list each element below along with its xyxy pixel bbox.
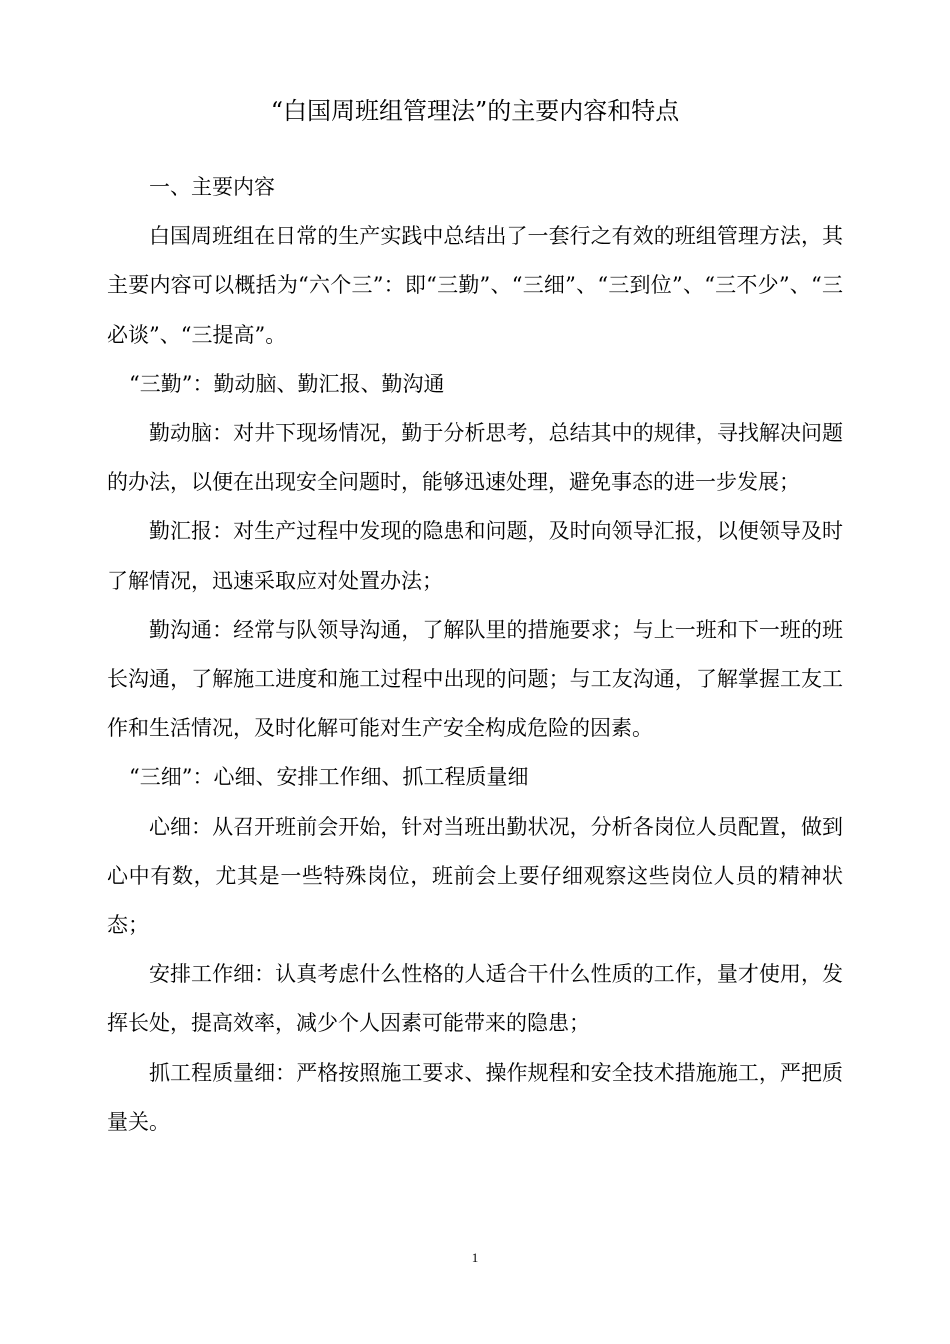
paragraph-diligent-reporting: 勤汇报：对生产过程中发现的隐患和问题，及时向领导汇报，以便领导及时了解情况，迅速采取应对处置办法； — [107, 519, 843, 593]
paragraph-careful-work-arrangement: 安排工作细：认真考虑什么性格的人适合干什么性质的工作，量才使用，发挥长处，提高效率，减少个人因素可能带来的隐患； — [107, 962, 843, 1036]
document-title: “白国周班组管理法”的主要内容和特点 — [270, 97, 680, 125]
subheading-three-diligences: “三勤”：勤动脑、勤汇报、勤沟通 — [129, 371, 445, 396]
paragraph-overview: 白国周班组在日常的生产实践中总结出了一套行之有效的班组管理方法，其主要内容可以概括为“六个三”：即“三勤”、“三细”、“三到位”、“三不少”、“三必谈”、“三提高”。 — [107, 224, 843, 347]
page-number: 1 — [471, 1250, 479, 1265]
subheading-three-carefulness: “三细”：心细、安排工作细、抓工程质量细 — [129, 765, 529, 790]
paragraph-diligent-thinking: 勤动脑：对井下现场情况，勤于分析思考，总结其中的规律，寻找解决问题的办法，以便在出现安全问题时，能够迅速处理，避免事态的进一步发展； — [107, 421, 843, 495]
document-body — [107, 163, 843, 1147]
paragraph-diligent-communication: 勤沟通：经常与队领导沟通，了解队里的措施要求；与上一班和下一班的班长沟通，了解施工进度和施工过程中出现的问题；与工友沟通，了解掌握工友工作和生活情况，及时化解可能对生产安全构成危险的因素。 — [107, 617, 843, 741]
paragraph-careful-mind: 心细：从召开班前会开始，针对当班出勤状况，分析各岗位人员配置，做到心中有数，尤其是一些特殊岗位，班前会上要仔细观察这些岗位人员的精神状态； — [107, 814, 843, 938]
section-heading-main-content: 一、主要内容 — [149, 175, 275, 199]
paragraph-careful-quality-control: 抓工程质量细：严格按照施工要求、操作规程和安全技术措施施工，严把质量关。 — [107, 1060, 843, 1134]
